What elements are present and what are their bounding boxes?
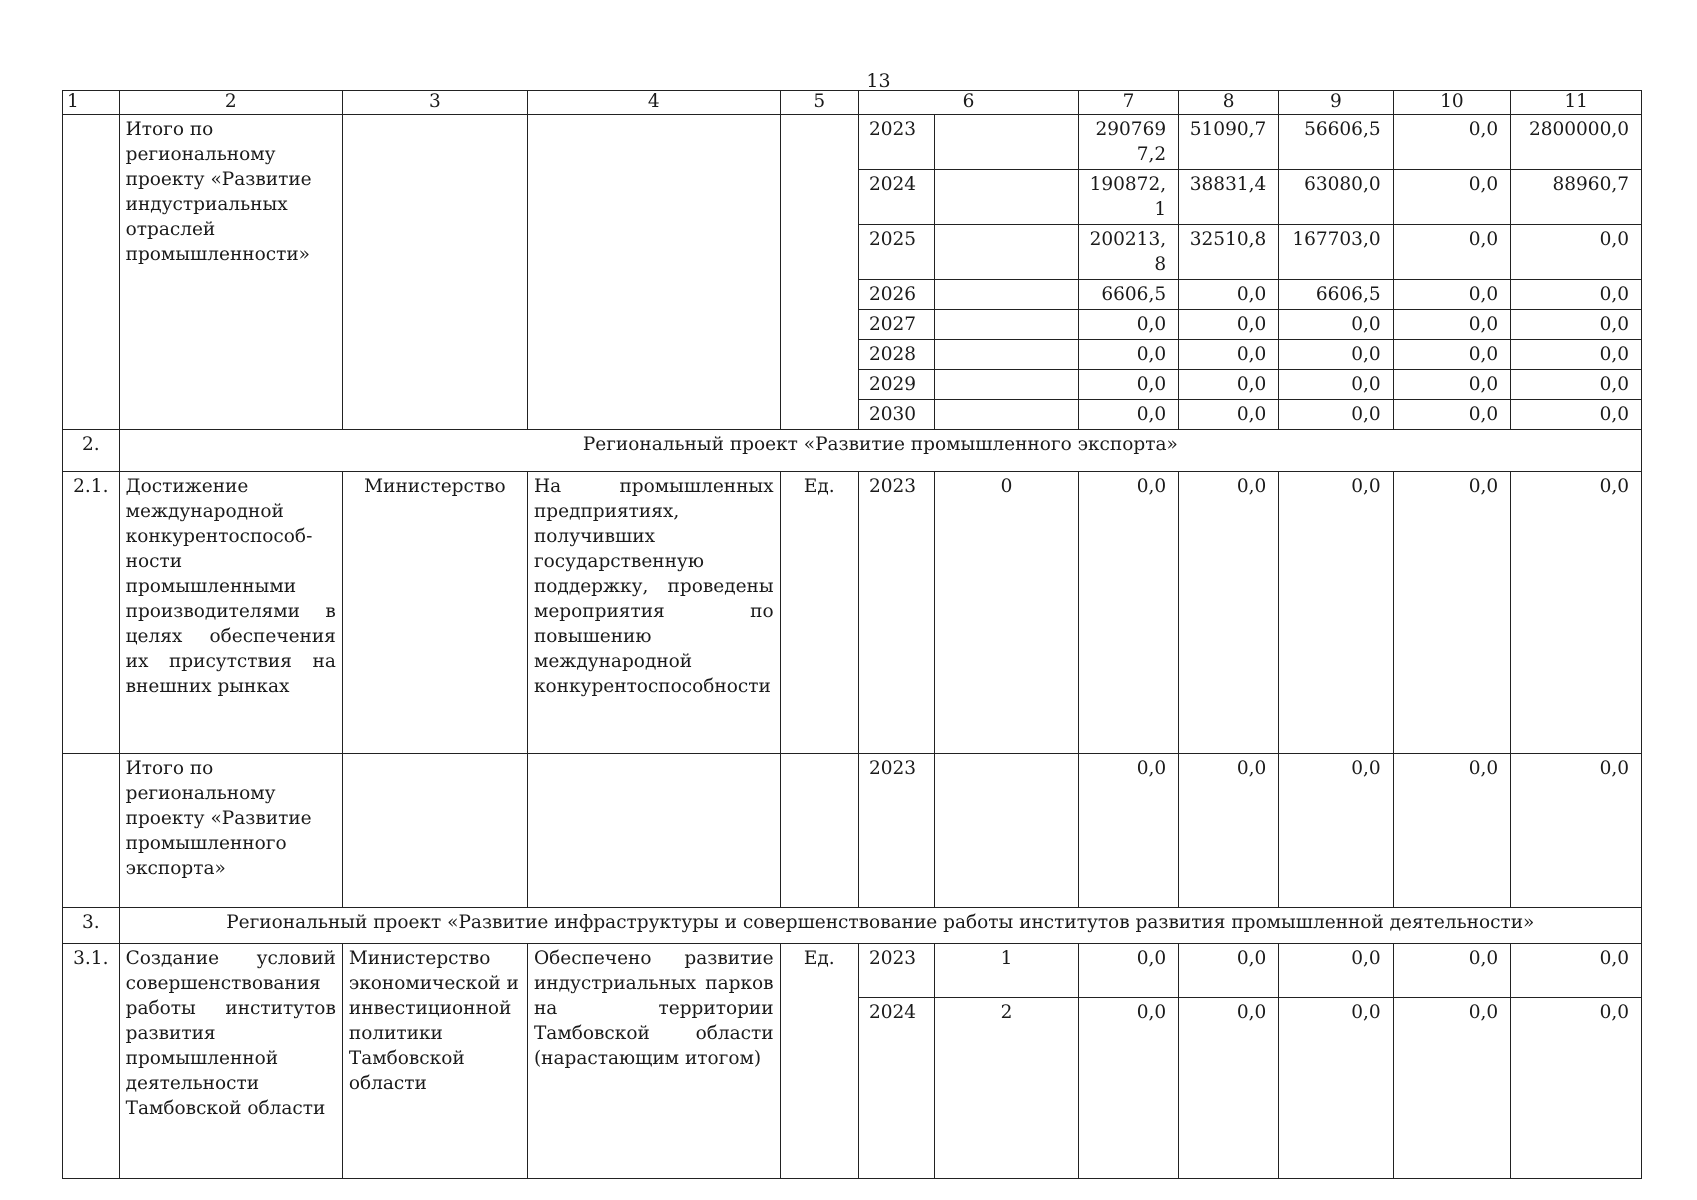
indicator-value-cell bbox=[935, 310, 1079, 340]
row-number-cell bbox=[63, 754, 120, 908]
value-cell: 0,0 bbox=[1511, 340, 1642, 370]
value-cell: 0,0 bbox=[1511, 754, 1642, 908]
header-cell: 2 bbox=[119, 91, 342, 115]
executor-cell bbox=[342, 754, 527, 908]
value-cell: 0,0 bbox=[1393, 115, 1511, 170]
value-cell: 0,0 bbox=[1511, 944, 1642, 998]
indicator-value-cell bbox=[935, 115, 1079, 170]
table-row bbox=[63, 115, 1642, 170]
indicator-cell: На промышленных предприятиях, получивших государственную поддержку, проведены мероприятия по повышению международной конкурентоспособности bbox=[527, 472, 780, 754]
value-cell: 6606,5 bbox=[1078, 280, 1178, 310]
indicator-value-cell bbox=[935, 225, 1079, 280]
indicator-value-cell bbox=[935, 754, 1079, 908]
year-cell: 2029 bbox=[858, 370, 934, 400]
section-number: 3. bbox=[63, 908, 120, 944]
value-cell: 0,0 bbox=[1179, 400, 1279, 430]
section-title: Региональный проект «Развитие инфраструктуры и совершенствование работы институтов развития промышленной деятельности» bbox=[119, 908, 1641, 944]
header-cell: 8 bbox=[1179, 91, 1279, 115]
header-row bbox=[63, 91, 1642, 115]
value-cell: 0,0 bbox=[1179, 998, 1279, 1179]
value-cell: 56606,5 bbox=[1279, 115, 1393, 170]
value-cell: 0,0 bbox=[1179, 340, 1279, 370]
value-cell: 38831,4 bbox=[1179, 170, 1279, 225]
table-row bbox=[63, 944, 1642, 998]
header-cell: 5 bbox=[780, 91, 858, 115]
value-cell: 2907697,2 bbox=[1078, 115, 1178, 170]
value-cell: 0,0 bbox=[1511, 310, 1642, 340]
value-cell: 0,0 bbox=[1078, 998, 1178, 1179]
value-cell: 0,0 bbox=[1393, 998, 1511, 1179]
header-cell: 11 bbox=[1511, 91, 1642, 115]
unit-cell: Ед. bbox=[780, 944, 858, 1179]
header-cell: 7 bbox=[1078, 91, 1178, 115]
year-cell: 2025 bbox=[858, 225, 934, 280]
value-cell: 200213,8 bbox=[1078, 225, 1178, 280]
value-cell: 0,0 bbox=[1393, 340, 1511, 370]
value-cell: 0,0 bbox=[1511, 280, 1642, 310]
value-cell: 0,0 bbox=[1179, 472, 1279, 754]
value-cell: 0,0 bbox=[1078, 472, 1178, 754]
table-row bbox=[63, 472, 1642, 754]
year-cell: 2024 bbox=[858, 170, 934, 225]
indicator-value-cell bbox=[935, 170, 1079, 225]
unit-cell bbox=[780, 754, 858, 908]
indicator-cell bbox=[527, 754, 780, 908]
value-cell: 0,0 bbox=[1279, 998, 1393, 1179]
value-cell: 0,0 bbox=[1279, 944, 1393, 998]
table-row bbox=[63, 754, 1642, 908]
header-cell: 1 bbox=[63, 91, 120, 115]
value-cell: 0,0 bbox=[1393, 754, 1511, 908]
unit-cell: Ед. bbox=[780, 472, 858, 754]
header-cell: 4 bbox=[527, 91, 780, 115]
value-cell: 0,0 bbox=[1393, 944, 1511, 998]
value-cell: 0,0 bbox=[1279, 754, 1393, 908]
activity-name-cell: Создание условий совершенствования работы институтов развития промышленной деятельности Тамбовской области bbox=[119, 944, 342, 1179]
value-cell: 0,0 bbox=[1078, 754, 1178, 908]
value-cell: 0,0 bbox=[1179, 310, 1279, 340]
year-cell: 2023 bbox=[858, 115, 934, 170]
value-cell: 0,0 bbox=[1078, 370, 1178, 400]
indicator-cell: Обеспечено развитие индустриальных парков на территории Тамбовской области (нарастающим итогом) bbox=[527, 944, 780, 1179]
year-cell: 2023 bbox=[858, 754, 934, 908]
value-cell: 0,0 bbox=[1393, 310, 1511, 340]
indicator-value-cell bbox=[935, 340, 1079, 370]
year-cell: 2023 bbox=[858, 472, 934, 754]
activity-name-cell: Достижение международной конкурентоспособ-ности промышленными производителями в целях обеспечения их присутствия на внешних рынках bbox=[119, 472, 342, 754]
value-cell: 0,0 bbox=[1511, 472, 1642, 754]
unit-cell bbox=[780, 115, 858, 430]
indicator-value-cell: 2 bbox=[935, 998, 1079, 1179]
value-cell: 0,0 bbox=[1279, 400, 1393, 430]
total-label-cell: Итого по региональному проекту «Развитие промышленного экспорта» bbox=[119, 754, 342, 908]
value-cell: 0,0 bbox=[1279, 370, 1393, 400]
value-cell: 0,0 bbox=[1279, 310, 1393, 340]
value-cell: 32510,8 bbox=[1179, 225, 1279, 280]
value-cell: 0,0 bbox=[1511, 225, 1642, 280]
value-cell: 0,0 bbox=[1393, 370, 1511, 400]
value-cell: 63080,0 bbox=[1279, 170, 1393, 225]
value-cell: 51090,7 bbox=[1179, 115, 1279, 170]
year-cell: 2023 bbox=[858, 944, 934, 998]
value-cell: 6606,5 bbox=[1279, 280, 1393, 310]
total-label-cell: Итого по региональному проекту «Развитие индустриальных отраслей промышленности» bbox=[119, 115, 342, 430]
value-cell: 0,0 bbox=[1511, 998, 1642, 1179]
row-number-cell bbox=[63, 115, 120, 430]
header-cell: 3 bbox=[342, 91, 527, 115]
value-cell: 0,0 bbox=[1078, 944, 1178, 998]
indicator-value-cell bbox=[935, 370, 1079, 400]
row-number-cell: 3.1. bbox=[63, 944, 120, 1179]
year-cell: 2024 bbox=[858, 998, 934, 1179]
value-cell: 0,0 bbox=[1179, 280, 1279, 310]
section-number: 2. bbox=[63, 430, 120, 472]
year-cell: 2026 bbox=[858, 280, 934, 310]
indicator-value-cell bbox=[935, 280, 1079, 310]
value-cell: 0,0 bbox=[1179, 944, 1279, 998]
value-cell: 0,0 bbox=[1393, 472, 1511, 754]
indicator-value-cell bbox=[935, 400, 1079, 430]
indicator-value-cell: 1 bbox=[935, 944, 1079, 998]
header-cell: 10 bbox=[1393, 91, 1511, 115]
page-number: 13 bbox=[866, 70, 891, 92]
year-cell: 2027 bbox=[858, 310, 934, 340]
value-cell: 167703,0 bbox=[1279, 225, 1393, 280]
value-cell: 0,0 bbox=[1393, 280, 1511, 310]
executor-cell: Министерство экономической и инвестиционной политики Тамбовской области bbox=[342, 944, 527, 1179]
value-cell: 190872,1 bbox=[1078, 170, 1178, 225]
header-cell: 9 bbox=[1279, 91, 1393, 115]
row-number-cell: 2.1. bbox=[63, 472, 120, 754]
executor-cell bbox=[342, 115, 527, 430]
value-cell: 0,0 bbox=[1393, 400, 1511, 430]
value-cell: 0,0 bbox=[1078, 400, 1178, 430]
value-cell: 0,0 bbox=[1279, 472, 1393, 754]
value-cell: 0,0 bbox=[1078, 340, 1178, 370]
section-header-row bbox=[63, 430, 1642, 472]
value-cell: 0,0 bbox=[1179, 754, 1279, 908]
value-cell: 0,0 bbox=[1078, 310, 1178, 340]
value-cell: 2800000,0 bbox=[1511, 115, 1642, 170]
section-title: Региональный проект «Развитие промышленного экспорта» bbox=[119, 430, 1641, 472]
header-cell: 6 bbox=[858, 91, 1078, 115]
value-cell: 88960,7 bbox=[1511, 170, 1642, 225]
value-cell: 0,0 bbox=[1393, 225, 1511, 280]
indicator-cell bbox=[527, 115, 780, 430]
section-header-row bbox=[63, 908, 1642, 944]
value-cell: 0,0 bbox=[1511, 370, 1642, 400]
year-cell: 2030 bbox=[858, 400, 934, 430]
value-cell: 0,0 bbox=[1511, 400, 1642, 430]
value-cell: 0,0 bbox=[1279, 340, 1393, 370]
year-cell: 2028 bbox=[858, 340, 934, 370]
program-table bbox=[62, 90, 1642, 1179]
value-cell: 0,0 bbox=[1179, 370, 1279, 400]
executor-cell: Министерство bbox=[342, 472, 527, 754]
indicator-value-cell: 0 bbox=[935, 472, 1079, 754]
value-cell: 0,0 bbox=[1393, 170, 1511, 225]
